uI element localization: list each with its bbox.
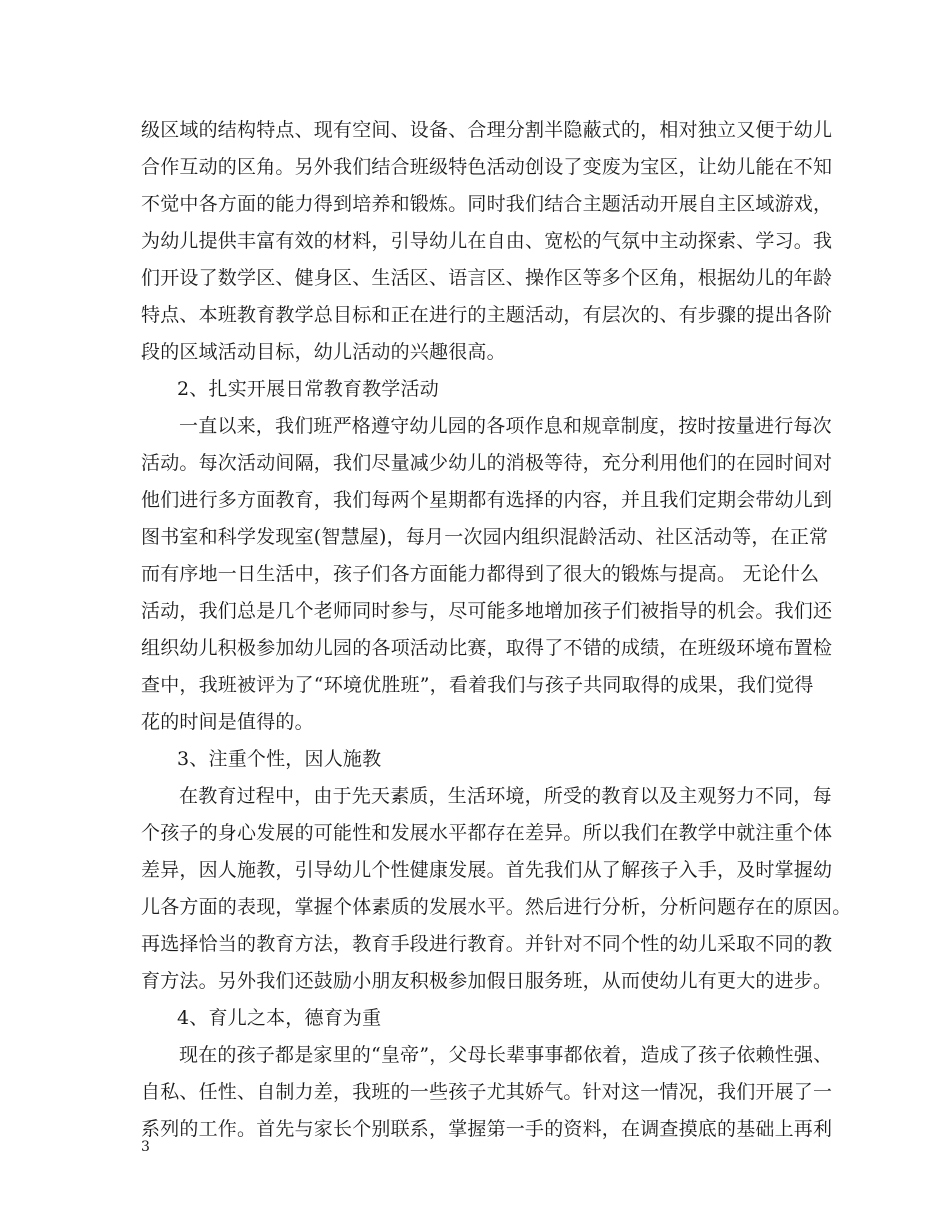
text-line: 图书室和科学发现室(智慧屋)，每月一次园内组织混龄活动、社区活动等，在正常 bbox=[141, 526, 829, 548]
text-line: 特点、本班教育教学总目标和正在进行的主题活动，有层次的、有步骤的提出各阶 bbox=[141, 304, 833, 326]
text-line: 他们进行多方面教育，我们每两个星期都有选择的内容，并且我们定期会带幼儿到 bbox=[141, 489, 833, 511]
section-heading: 2、扎实开展日常教育教学活动 bbox=[177, 378, 439, 400]
page-number: 3 bbox=[141, 1139, 150, 1155]
text-line: 合作互动的区角。另外我们结合班级特色活动创设了变废为宝区，让幼儿能在不知 bbox=[141, 156, 833, 178]
text-line: 个孩子的身心发展的可能性和发展水平都存在差异。所以我们在教学中就注重个体 bbox=[141, 822, 833, 844]
text-line: 不觉中各方面的能力得到培养和锻炼。同时我们结合主题活动开展自主区域游戏， bbox=[141, 193, 833, 215]
text-line: 活动。每次活动间隔，我们尽量减少幼儿的消极等待，充分利用他们的在园时间对 bbox=[141, 452, 833, 474]
text-line: 花的时间是值得的。 bbox=[141, 711, 314, 733]
text-line: 系列的工作。首先与家长个别联系，掌握第一手的资料，在调查摸底的基础上再利 bbox=[141, 1118, 833, 1140]
text-line: 为幼儿提供丰富有效的材料，引导幼儿在自由、宽松的气氛中主动探索、学习。我 bbox=[141, 230, 833, 252]
text-line: 再选择恰当的教育方法，教育手段进行教育。并针对不同个性的幼儿采取不同的教 bbox=[141, 933, 833, 955]
text-line: 们开设了数学区、健身区、生活区、语言区、操作区等多个区角，根据幼儿的年龄 bbox=[141, 267, 833, 289]
document-body bbox=[141, 112, 852, 1148]
text-line: 儿各方面的表现，掌握个体素质的发展水平。然后进行分析，分析问题存在的原因。 bbox=[141, 896, 852, 918]
text-line: 查中，我班被评为了“环境优胜班”，看着我们与孩子共同取得的成果，我们觉得 bbox=[141, 674, 814, 696]
text-line: 一直以来，我们班严格遵守幼儿园的各项作息和规章制度，按时按量进行每次 bbox=[179, 415, 832, 437]
text-line: 自私、任性、自制力差，我班的一些孩子尤其娇气。针对这一情况，我们开展了一 bbox=[141, 1081, 833, 1103]
text-line: 在教育过程中，由于先天素质，生活环境，所受的教育以及主观努力不同，每 bbox=[179, 785, 832, 807]
text-line: 差异，因人施教，引导幼儿个性健康发展。首先我们从了解孩子入手，及时掌握幼 bbox=[141, 859, 833, 881]
text-line: 育方法。另外我们还鼓励小朋友积极参加假日服务班，从而使幼儿有更大的进步。 bbox=[141, 970, 833, 992]
text-line: 组织幼儿积极参加幼儿园的各项活动比赛，取得了不错的成绩，在班级环境布置检 bbox=[141, 637, 833, 659]
text-line: 现在的孩子都是家里的“皇帝”，父母长辈事事都依着，造成了孩子依赖性强、 bbox=[179, 1044, 833, 1066]
text-line: 活动，我们总是几个老师同时参与，尽可能多地增加孩子们被指导的机会。我们还 bbox=[141, 600, 833, 622]
section-heading: 3、注重个性，因人施教 bbox=[177, 748, 382, 770]
text-line: 而有序地一日生活中，孩子们各方面能力都得到了很大的锻炼与提高。 无论什么 bbox=[141, 563, 820, 585]
text-line: 段的区域活动目标，幼儿活动的兴趣很高。 bbox=[141, 341, 506, 363]
text-line: 级区域的结构特点、现有空间、设备、合理分割半隐蔽式的，相对独立又便于幼儿 bbox=[141, 119, 833, 141]
section-heading: 4、育儿之本，德育为重 bbox=[177, 1007, 382, 1029]
